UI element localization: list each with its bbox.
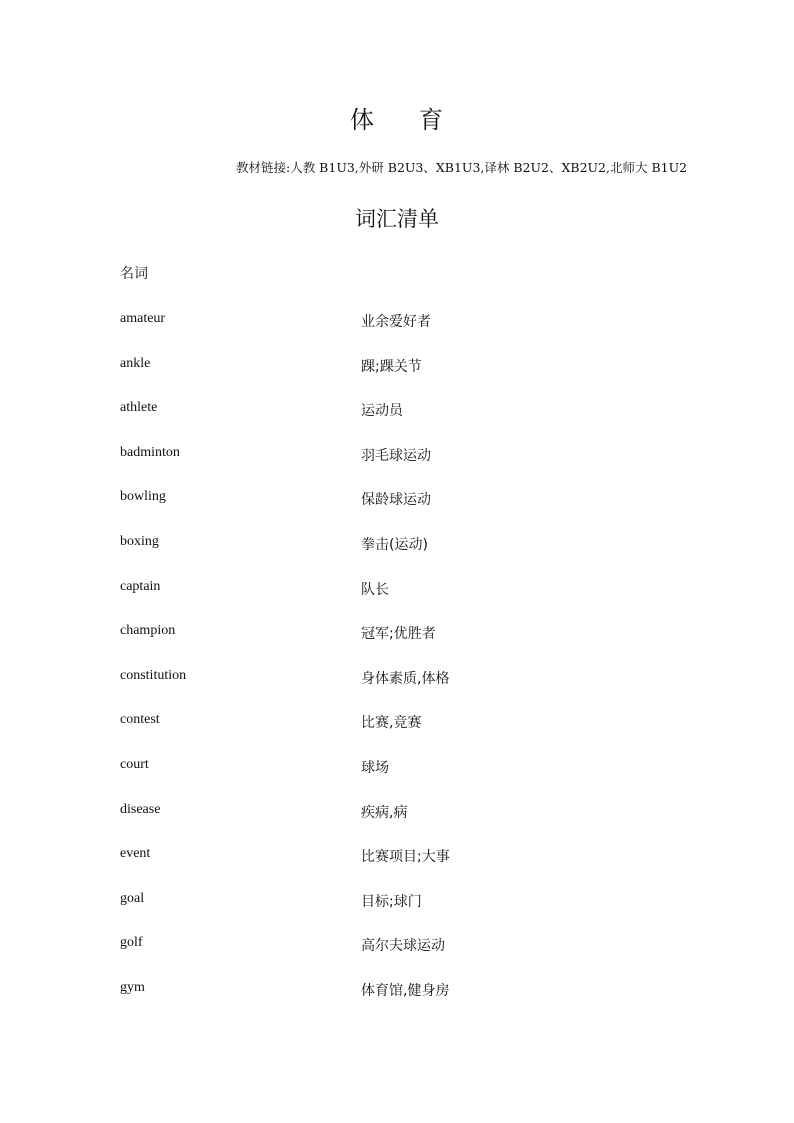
vocab-word: contest	[120, 712, 160, 728]
vocab-meaning: 踝;踝关节	[361, 358, 422, 375]
vocab-row	[120, 579, 680, 624]
page-title-char-2: 育	[419, 106, 444, 134]
vocab-meaning: 高尔夫球运动	[361, 938, 445, 955]
part-of-speech-label: 名词	[120, 266, 148, 282]
vocab-word: badminton	[120, 444, 180, 460]
page-title-char-1: 体	[350, 106, 375, 134]
vocab-row	[120, 891, 680, 936]
vocab-meaning: 疾病,病	[361, 804, 408, 821]
vocab-word: court	[120, 756, 149, 772]
page-title	[0, 100, 794, 135]
vocab-meaning: 拳击(运动)	[361, 536, 428, 553]
vocab-word: event	[120, 846, 151, 862]
vocab-meaning: 球场	[361, 759, 389, 776]
vocab-word: disease	[120, 801, 161, 817]
section-heading: 词汇清单	[355, 207, 439, 231]
vocab-word: captain	[120, 578, 161, 594]
vocab-row	[120, 712, 680, 757]
vocab-row	[120, 935, 680, 980]
vocab-meaning: 目标;球门	[361, 893, 422, 910]
vocab-word: constitution	[120, 667, 187, 683]
vocab-meaning: 业余爱好者	[361, 314, 431, 330]
vocab-row	[120, 356, 680, 401]
vocab-meaning: 比赛项目;大事	[361, 849, 450, 866]
vocab-word: golf	[120, 935, 143, 951]
vocab-word: bowling	[120, 489, 166, 505]
vocab-row	[120, 400, 680, 445]
vocab-word: gym	[120, 979, 145, 995]
vocab-word: champion	[120, 623, 176, 639]
vocab-meaning: 运动员	[361, 403, 403, 420]
vocab-row	[120, 846, 680, 891]
vocab-row	[120, 980, 680, 1025]
vocab-row	[120, 445, 680, 490]
vocab-word: athlete	[120, 400, 158, 416]
vocab-row	[120, 311, 680, 356]
vocab-word: boxing	[120, 533, 159, 549]
vocab-meaning: 队长	[361, 581, 389, 598]
vocab-meaning: 比赛,竞赛	[361, 715, 422, 732]
textbook-links: 教材链接:人教 B1U3,外研 B2U3、XB1U3,译林 B2U2、XB2U2,北师大 B1U2	[236, 160, 688, 175]
vocab-row	[120, 534, 680, 579]
vocab-row	[120, 757, 680, 802]
vocab-list	[120, 311, 680, 1025]
vocab-meaning: 保龄球运动	[361, 492, 431, 509]
vocab-meaning: 体育馆,健身房	[361, 982, 450, 999]
vocab-meaning: 羽毛球运动	[361, 447, 431, 464]
vocab-word: goal	[120, 890, 145, 906]
vocab-word: ankle	[120, 355, 151, 371]
vocab-row	[120, 623, 680, 668]
vocab-meaning: 身体素质,体格	[361, 670, 450, 687]
vocab-row	[120, 489, 680, 534]
vocab-row	[120, 802, 680, 847]
vocab-word: amateur	[120, 311, 166, 326]
vocab-row	[120, 668, 680, 713]
vocab-meaning: 冠军;优胜者	[361, 626, 436, 643]
